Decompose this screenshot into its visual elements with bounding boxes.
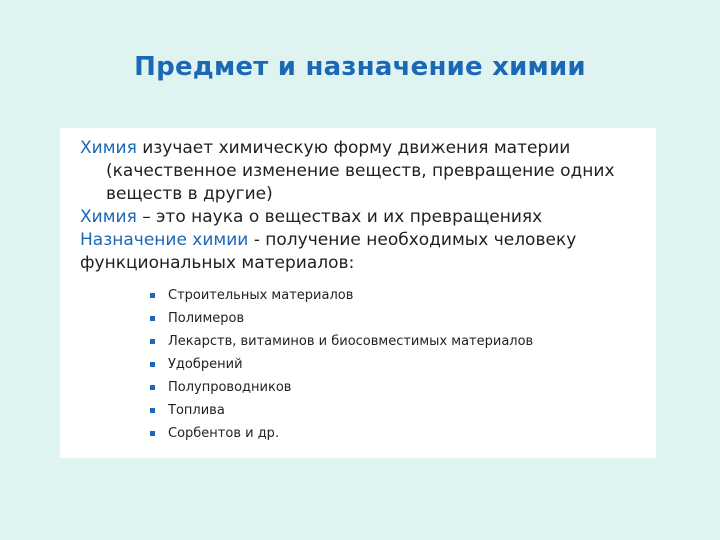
definition-continuation: (качественное изменение веществ, превращение одних веществ в другие) xyxy=(106,161,615,204)
list-item xyxy=(150,307,636,330)
bullet-square-icon xyxy=(150,293,155,298)
list-item-label: Сорбентов и др. xyxy=(168,426,280,441)
list-item xyxy=(150,422,636,445)
list-item-label: Лекарств, витаминов и биосовместимых материалов xyxy=(168,334,534,349)
definition-text-1: изучает химическую форму движения материи xyxy=(136,138,571,158)
bullet-square-icon xyxy=(150,385,155,390)
bullet-square-icon xyxy=(150,362,155,367)
list-item-label: Удобрений xyxy=(168,357,243,372)
bullet-square-icon xyxy=(150,408,155,413)
bullet-square-icon xyxy=(150,316,155,321)
slide-title: Предмет и назначение химии xyxy=(134,52,586,82)
list-item-label: Полупроводников xyxy=(168,380,292,395)
bullet-square-icon xyxy=(150,431,155,436)
keyword-chemistry: Химия xyxy=(80,138,137,158)
bullet-square-icon xyxy=(150,339,155,344)
purpose-text: - получение необходимых человеку функциональных материалов: xyxy=(80,230,577,273)
list-item xyxy=(150,330,636,353)
content-box xyxy=(60,128,656,458)
list-item-label: Строительных материалов xyxy=(168,288,354,303)
definition-paragraph-2 xyxy=(80,206,636,229)
materials-list xyxy=(80,284,636,445)
list-item xyxy=(150,284,636,307)
definition-text-2: – это наука о веществах и их превращениях xyxy=(136,207,543,227)
list-item xyxy=(150,376,636,399)
keyword-purpose: Назначение химии xyxy=(80,230,249,250)
definition-paragraph-1 xyxy=(80,137,636,206)
purpose-paragraph xyxy=(80,229,636,275)
keyword-chemistry: Химия xyxy=(80,207,137,227)
list-item-label: Полимеров xyxy=(168,311,245,326)
list-item xyxy=(150,353,636,376)
list-item xyxy=(150,399,636,422)
list-item-label: Топлива xyxy=(168,403,225,418)
